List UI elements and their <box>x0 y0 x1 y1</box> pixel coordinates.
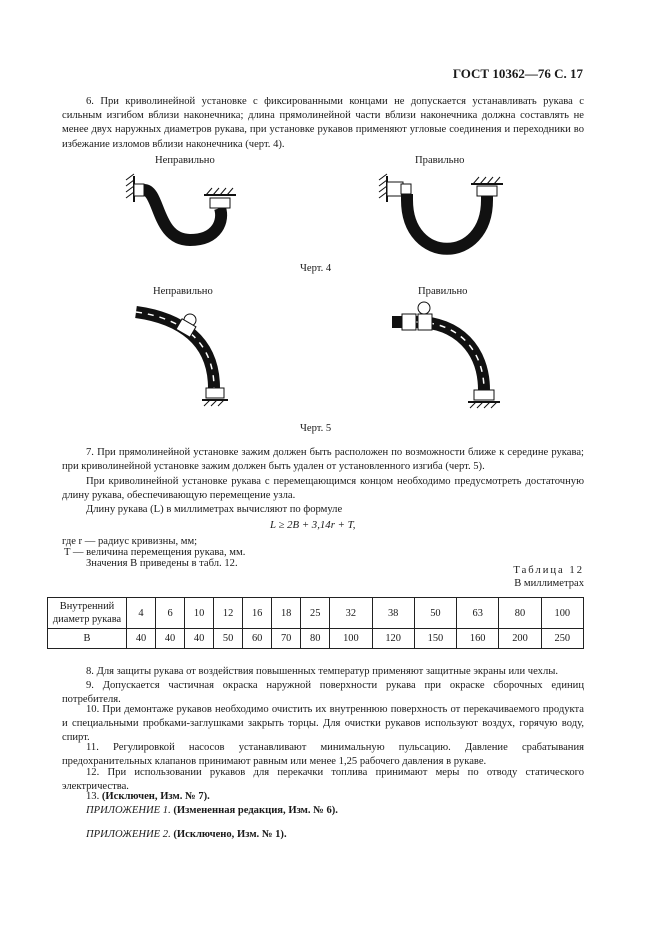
paragraph-9: 9. Допускается частичная окраска наружной поверхности рукава при окраске сборочных единиц потребителя. <box>62 680 584 706</box>
appendix2-label: ПРИЛОЖЕНИЕ 2. <box>86 829 171 840</box>
table12-cell: 100 <box>541 598 583 629</box>
paragraph-7c: Длину рукава (L) в миллиметрах вычисляют по формуле <box>86 504 343 515</box>
appendix1-text: (Измененная редакция, Изм. № 6). <box>173 805 338 816</box>
table12-cell: 4 <box>127 598 156 629</box>
table12-cell: 150 <box>414 629 456 649</box>
where-t-text: T — величина перемещения рукава, мм. <box>64 547 246 558</box>
paragraph-13 <box>62 790 584 804</box>
fig4-caption: Черт. 4 <box>300 263 332 274</box>
table12-cell: 160 <box>457 629 499 649</box>
page-header: ГОСТ 10362—76 С. 17 <box>452 66 583 81</box>
table12-cell: 70 <box>272 629 301 649</box>
table12-cell: 60 <box>243 629 272 649</box>
table12-cell: 32 <box>330 598 372 629</box>
appendix1-label: ПРИЛОЖЕНИЕ 1. <box>86 805 171 816</box>
table12-cell: 18 <box>272 598 301 629</box>
table12-title: Таблица 12 <box>513 565 584 576</box>
table12-cell: 40 <box>185 629 214 649</box>
values-note: Значения B приведены в табл. 12. <box>86 558 238 569</box>
table12-cell: 25 <box>301 598 330 629</box>
appendix-1 <box>62 804 584 818</box>
table12-cell: 100 <box>330 629 372 649</box>
para13-number: 13. <box>86 791 100 802</box>
table12-cell: 38 <box>372 598 414 629</box>
fig5-wrong-drawing <box>130 300 240 415</box>
table12-unit: В миллиметрах <box>514 578 584 589</box>
para13-text: (Исключен, Изм. № 7). <box>101 791 210 802</box>
table12-cell: 250 <box>541 629 583 649</box>
table12-cell: 50 <box>414 598 456 629</box>
where-r: где r — радиус кривизны, мм; <box>62 536 198 547</box>
fig4-correct-drawing <box>375 170 505 265</box>
table12-cell: 16 <box>243 598 272 629</box>
table12-row2-header: B <box>48 629 127 649</box>
table12-diameter-row <box>48 598 584 629</box>
appendix-2 <box>62 828 584 842</box>
paragraph-6: 6. При криволинейной установке с фиксированными концами не допускается устанавливать рукава с сильным изгибом вблизи наконечника; длина прямолинейной части вблизи наконечника должна составлять не менее двух наружных диаметров рукава, при установке рукавов применяют угловые соединения и переходники во избежание изломов вблизи наконечника (черт. 4). <box>62 96 584 150</box>
table12-cell: 12 <box>214 598 243 629</box>
fig4-wrong-drawing <box>120 170 250 260</box>
table-12 <box>47 597 584 649</box>
table12-cell: 40 <box>127 629 156 649</box>
fig4-right-label: Правильно <box>415 155 465 166</box>
paragraph-12: 12. При использовании рукавов для перекачки топлива принимают меры по отводу статического электричества. <box>62 767 584 793</box>
paragraph-8: 8. Для защиты рукава от воздействия повышенных температур применяют защитные экраны или чехлы. <box>86 666 559 677</box>
table12-cell: 200 <box>499 629 541 649</box>
paragraph-11: 11. Регулировкой насосов устанавливают минимальную пульсацию. Давление срабатывания предохранительных клапанов принимают равным или менее 1,25 рабочего давления в рукаве. <box>62 742 584 768</box>
appendix2-text: (Исключено, Изм. № 1). <box>173 829 287 840</box>
fig5-caption: Черт. 5 <box>300 423 332 434</box>
paragraph-10: 10. При демонтаже рукавов необходимо очистить их внутреннюю поверхность от перекачиваемого продукта и специальными пробками-заглушками закрыть торцы. Для очистки рукавов используют воздух, горячую воду, спирт. <box>62 704 584 744</box>
paragraph-7b: При криволинейной установке рукава с перемещающимся концом необходимо предусмотреть достаточную длину рукава, обеспечивающую перемещение узла. <box>62 476 584 502</box>
table12-cell: 6 <box>156 598 185 629</box>
fig5-correct-drawing <box>388 300 508 415</box>
table12-cell: 80 <box>499 598 541 629</box>
table12-cell: 10 <box>185 598 214 629</box>
fig4-wrong-label: Неправильно <box>155 155 215 166</box>
table12-cell: 50 <box>214 629 243 649</box>
fig5-wrong-label: Неправильно <box>153 286 213 297</box>
table12-cell: 40 <box>156 629 185 649</box>
table12-row1-header: Внутренний диаметр рукава <box>48 598 127 629</box>
table12-b-row <box>48 629 584 649</box>
length-formula: L ≥ 2B + 3,14r + T, <box>270 519 356 531</box>
fig5-right-label: Правильно <box>418 286 468 297</box>
table12-cell: 63 <box>457 598 499 629</box>
table12-cell: 80 <box>301 629 330 649</box>
paragraph-7: 7. При прямолинейной установке зажим должен быть расположен по возможности ближе к середине рукава; при криволинейной установке зажим должен быть удален от установленного изгиба (черт. 5). <box>62 447 584 473</box>
table12-cell: 120 <box>372 629 414 649</box>
